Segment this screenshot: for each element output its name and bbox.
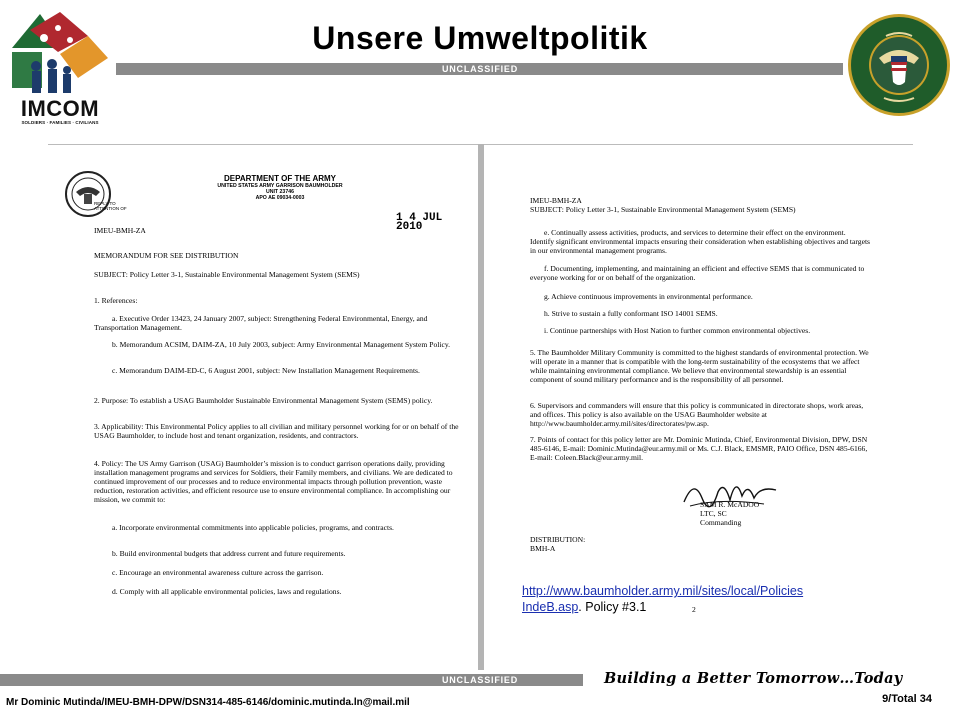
signer-name: SAM R. McADOO [700, 500, 760, 509]
classification-label-bottom: UNCLASSIFIED [441, 675, 519, 685]
memo-page-1 [60, 150, 470, 640]
garrison-seal-icon [846, 12, 952, 118]
policy-link-suffix: . Policy #3.1 [578, 600, 647, 614]
memo-page-number: 2 [692, 605, 696, 614]
classification-label-top: UNCLASSIFIED [441, 64, 519, 74]
imcom-wordmark: IMCOM [20, 96, 100, 121]
references-heading: 1. References: [94, 296, 138, 305]
letterhead-line-2: UNITED STATES ARMY GARRISON BAUMHOLDER [217, 183, 343, 189]
commitment-h: h. Strive to sustain a fully conformant ISO 14001 SEMS. [544, 309, 718, 318]
commitment-e: e. Continually assess activities, products, and services to determine their effect on the environment. Identify significant environmental impacts ensuring their consideration when establishing objectives and targets in our environmental management programs. [530, 228, 871, 255]
policy-link-block [522, 583, 867, 615]
policy-link-line-2: IndeB.asp [522, 600, 579, 614]
memorandum-for: MEMORANDUM FOR SEE DISTRIBUTION [94, 251, 239, 260]
paragraph-6: 6. Supervisors and commanders will ensure that this policy is communicated in directorate shops, work areas, and offices. This policy is also available on the USAG Baumholder website at http://www.baumholder.army.mil/sites/directorates/pw.asp. [530, 401, 864, 428]
office-symbol: IMEU-BMH-ZA [94, 226, 146, 235]
paragraph-7: 7. Points of contact for this policy letter are Mr. Dominic Mutinda, Chief, Environmental Division, DPW, DSN 485-6146, E-mail: Dominic.Mutinda@eur.army.mil or Ms. C.J. Black, EMSMR, PAIO Office, DSN 485-6166, E-mail: Coleen.Black@eur.army.mil. [530, 435, 868, 462]
signature-mark [680, 472, 780, 514]
letterhead-line-4: APO AE 09034-0003 [255, 195, 305, 201]
panel-divider [478, 144, 484, 670]
reference-b: b. Memorandum ACSIM, DAIM-ZA, 10 July 2003, subject: Army Environmental Management System Policy. [112, 340, 451, 349]
letterhead [185, 174, 375, 201]
policy-link-line-1: http://www.baumholder.army.mil/sites/local/Policies [522, 584, 804, 598]
tagline: Building a Better Tomorrow…Today [604, 670, 903, 687]
slide-page-number: 9/Total 34 [882, 693, 932, 705]
signer-title: Commanding [700, 518, 742, 527]
paragraph-applicability: 3. Applicability: This Environmental Policy applies to all civilian and military personnel working for or on behalf of the USAG Baumholder, to include host and tenant organization, residents, and contractors. [94, 422, 459, 440]
commitment-b: b. Build environmental budgets that address current and future requirements. [112, 549, 346, 558]
footer-contact: Mr Dominic Mutinda/IMEU-BMH-DPW/DSN314-485-6146/dominic.mutinda.ln@mail.mil [6, 697, 410, 708]
distribution-heading: DISTRIBUTION: [530, 535, 586, 544]
letterhead-line-1: DEPARTMENT OF THE ARMY [224, 174, 336, 183]
paragraph-purpose: 2. Purpose: To establish a USAG Baumholder Sustainable Environmental Management System (SEMS) policy. [94, 396, 433, 405]
letterhead-line-3: UNIT 23746 [266, 189, 294, 195]
reference-c: c. Memorandum DAIM-ED-C, 6 August 2001, subject: New Installation Management Requirements. [112, 366, 420, 375]
memo-subject-page-2: SUBJECT: Policy Letter 3-1, Sustainable Environmental Management System (SEMS) [530, 205, 796, 214]
signer-rank: LTC, SC [700, 509, 727, 518]
commitment-c: c. Encourage an environmental awareness culture across the garrison. [112, 568, 324, 577]
paragraph-policy: 4. Policy: The US Army Garrison (USAG) Baumholder’s mission is to conduct garrison operations daily, providing installation management programs and services for Soldiers, their Family members, and civilians. We are dedicated to continued improvement of our processes and to reduce environmental impacts through pollution prevention, waste reduction, restoration activities, and efficient resource use to ensure environmental compliance. In accomplishing our mission, we commit to: [94, 459, 453, 504]
imcom-subtext: SOLDIERS · FAMILIES · CIVILIANS [21, 120, 99, 125]
reply-to-label: REPLY TO ATTENTION OF [94, 201, 127, 211]
memo-date: 1 4 JUL 2010 [396, 212, 443, 233]
slide-title: Unsere Umweltpolitik [312, 20, 648, 56]
commitment-i: i. Continue partnerships with Host Nation to further common environmental objectives. [544, 326, 811, 335]
distribution-list: BMH-A [530, 544, 556, 553]
commitment-g: g. Achieve continuous improvements in environmental performance. [544, 292, 753, 301]
commitment-f: f. Documenting, implementing, and maintaining an efficient and effective SEMS that is communicated to everyone working for or on behalf of the organization. [530, 264, 865, 282]
commitment-d: d. Comply with all applicable environmental policies, laws and regulations. [112, 587, 342, 596]
memo-subject: SUBJECT: Policy Letter 3-1, Sustainable Environmental Management System (SEMS) [94, 270, 360, 279]
paragraph-5: 5. The Baumholder Military Community is committed to the highest standards of environmental protection. We will operate in a manner that is compatible with the long-term sustainability of the ecosystems that we affect while maintaining environmental compliance. We believe that environmental stewardship is an essential component of sound military performance and is the responsibility of all personnel. [530, 348, 869, 384]
reference-a: a. Executive Order 13423, 24 January 2007, subject: Strengthening Federal Environmental, Energy, and Transportation Management. [94, 314, 428, 332]
office-symbol-page-2: IMEU-BMH-ZA [530, 196, 582, 205]
commitment-a: a. Incorporate environmental commitments into applicable policies, programs, and contracts. [112, 523, 394, 532]
policy-link[interactable] [522, 584, 803, 614]
memo-page-2 [500, 150, 880, 620]
